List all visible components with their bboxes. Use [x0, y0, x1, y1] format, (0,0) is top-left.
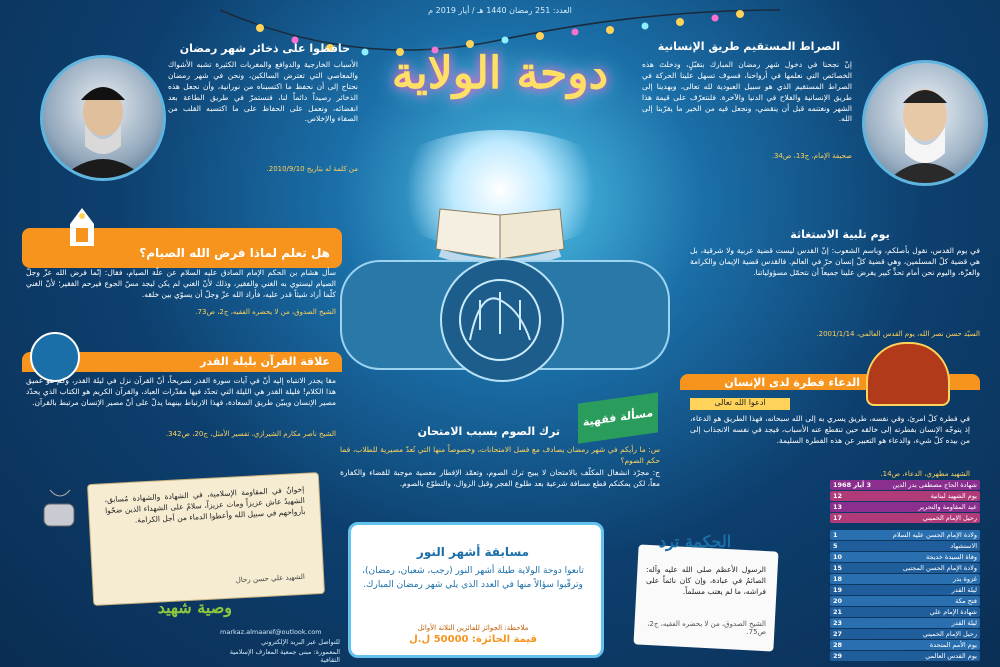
footer-site: للتواصل عبر البريد الإلكتروني	[261, 638, 340, 646]
event-date: 5	[833, 542, 838, 550]
event-label: ولادة الإمام الحسن عليه السلام	[892, 531, 977, 539]
contest-prize: قيمة الجائزة: 50000 ل.ل	[409, 634, 537, 645]
right-top-body: إنّ نجحنا في دخول شهر رمضان المبارك بتقبّلٍ، ودخلتَ هذه الخصائص التي نعلمها في أرواحنا، فسوف تسهل علينا الحركة في الصراط المستقيم الذي هو سبيل العبودية لله تعالى، ويهدينا إلى طريق الإنسانية والفلاح في الدنيا والآخرة. فلنتعرّف على قيمة هذا الشهر ونغتنمه قبل أن ينقضي، ونجعل فيه من الخير ما يقرّبنا إلى الله.	[642, 60, 852, 124]
event-label: فتح مكة	[955, 597, 977, 605]
portrait-silhouette-icon	[865, 63, 985, 183]
event-label: رحيل الإمام الخميني	[922, 630, 977, 638]
event-label: ليلة القدر	[951, 586, 977, 594]
event-date: 19	[833, 586, 843, 594]
contest-body: تابعوا دوحة الولاية طيلة أشهر النور (رجب، شعبان، رمضان)، وترقّبوا سؤالاً منها في العدد الذي يلي شهر رمضان المبارك.	[362, 566, 584, 590]
ask-source: الشيخ الصدوق، من لا يحضره الفقيه، ج2، ص73.	[195, 308, 336, 316]
lantern-icon	[52, 206, 112, 256]
left-top-body: الأسباب الخارجية والدوافع والمغريات الكثيرة تشبه الأشواك والمعاصي التي تعترض السالكين، ونحن في شهر رمضان نحتاج إلى أن نحفظ ما اكتسبناه من نورانية، وأن نجعل هذه الذخائر رصيداً دائماً لنا، فنستمرّ في طريق الطاعة بعد انقضائه، ونعمل على الحفاظ على ما اكتسبه القلب من الصفاء والإخلاص.	[168, 60, 358, 124]
event-date: 20	[833, 597, 843, 605]
istighatha-body: في يوم القدس، نقول بأصلكم، وباسم الشعوب: إنّ القدس ليست قضية عربية ولا شرقية، بل هي قضية كلّ المسلمين، وهي قضية كلّ إنسان حرّ في العالم. فالقدس قضية الإيمان والكرامة والعزّة، واليوم نحن أمام تحدٍّ كبير يفرض علينا جميعاً أن نتحمّل مسؤولياتنا.	[690, 246, 980, 277]
quran-source: الشيخ ناصر مكارم الشيرازي، تفسير الأمثل، ج20، ص342.	[165, 430, 336, 438]
event-row	[830, 480, 980, 490]
fiqh-question: س: ما رأيكم في شهر رمضان يصادف مع فصل الامتحانات، وخصوصاً منها التي تُعدّ مصيرية للطلاب، فما حكم الصوم؟	[340, 445, 660, 465]
event-row	[830, 651, 980, 661]
event-row	[830, 585, 980, 595]
ask-title: هل تعلم لماذا فرض الله الصيام؟	[139, 246, 330, 260]
events-top	[830, 480, 980, 524]
event-date: 21	[833, 608, 843, 616]
event-row	[830, 552, 980, 562]
event-date: 15	[833, 564, 843, 572]
event-label: وفاة السيدة خديجة	[925, 553, 977, 561]
event-date: 18	[833, 575, 843, 583]
events-bottom	[830, 530, 980, 662]
event-row	[830, 541, 980, 551]
fiqh-badge: مسألة فقهية	[578, 392, 658, 443]
resistance-body: إخوانٌ في المقاومة الإسلامية، في الشهادة والشهادة مُسابق، الشهيدُ عاش عزيزاً ومات عزيزاً، سلامٌ على الشهداء الذين ضحّوا بأرواحهم في سبيل الله وأعطوا الدماء من أجل الكرامة.	[104, 484, 306, 525]
event-row	[830, 596, 980, 606]
dua-body: في فطرة كلّ امرئ، وفي نفسه، طريق يسري به إلى الله سبحانه، فهذا الطريق هو الدعاء، إذ يتوجّه الإنسان بفطرته إلى خالقه حين تنقطع عنه الأسباب، فيجد في نفسه الانجذاب إلى من بيده كلّ شيء، والدعاء هو التعبير عن هذه الفطرة السليمة.	[690, 414, 970, 445]
fiqh-answer: ج: مجرّد انشغال المكلّف بالامتحان لا يبيح ترك الصوم، وتعمّد الإفطار معصية موجبة للقضاء والكفارة معاً، لكن يمكنكم قطع مسافة شرعية بعد طلوع الفجر وقبل الزوال، والتطوّع بالصوم.	[340, 468, 660, 488]
hikma-label: الحكمة ترد	[658, 532, 732, 551]
event-label: شهادة الإمام علي	[929, 608, 977, 616]
istighatha-source: السيّد حسن نصر الله، يوم القدس العالمي، 2001/1/14.	[816, 330, 980, 338]
event-date: 27	[833, 630, 843, 638]
right-top-source: صحيفة الإمام، ج13، ص34.	[771, 152, 852, 160]
resistance-label: وصية شهيد	[157, 598, 232, 617]
dog-tag-icon	[30, 486, 90, 546]
portrait-silhouette-icon	[43, 58, 163, 178]
event-date: 17	[833, 514, 843, 522]
event-date: 28	[833, 641, 843, 649]
dua-source: الشهيد مطهري، الدعاء، ص14.	[880, 470, 970, 478]
event-label: الاستشهاد	[950, 542, 977, 550]
event-label: يوم القدس العالمي	[925, 652, 977, 660]
fiqh-title: ترك الصوم بسبب الامتحان	[417, 425, 560, 438]
left-top-source: من كلمة له بتاريخ 2010/9/10.	[266, 165, 358, 173]
event-row	[830, 513, 980, 523]
footer-email[interactable]: markaz.almaaref@outlook.com	[220, 628, 322, 636]
quran-medallion	[30, 332, 80, 382]
event-row	[830, 491, 980, 501]
left-top-title: حافظوا على ذخائر شهر رمضان	[179, 42, 350, 55]
event-label: شهادة الحاج مصطفى بدر الدين	[892, 481, 977, 489]
quran-title: علاقة القرآن بليلة القدر	[200, 355, 330, 368]
right-top-title: الصراط المستقيم طريق الإنسانية	[657, 40, 840, 53]
footer-org: المعمورة: مبنى جمعية المعارف الإسلامية الثقافية	[229, 648, 340, 664]
event-row	[830, 618, 980, 628]
event-row	[830, 574, 980, 584]
ask-body: سأل هشام بن الحكم الإمام الصادق عليه السلام عن علّة الصيام، فقال: إنّما فرض الله عزّ وجلّ الصيام ليستوي به الغني والفقير، وذلك لأنّ الغني لم يكن ليجد مسّ الجوع فيرحم الفقير؛ لأنّ الغني كلّما أراد شيئاً قدر عليه، فأراد الله عزّ وجلّ أن يسوّي بين خلقه.	[26, 268, 336, 299]
event-date: 3 أيار 1968	[833, 481, 872, 489]
hikma-body: الرسول الأعظم صلى الله عليه وآله: الصائمُ في عبادة، وإن كان نائماً على فراشه، ما لم يغتب مسلماً.	[646, 565, 766, 596]
event-row	[830, 563, 980, 573]
dua-title: الدعاء فطرة لدى الإنسان	[724, 376, 860, 389]
resistance-signature: الشهيد علي حسن رحال	[235, 572, 306, 585]
event-row	[830, 629, 980, 639]
event-label: ولادة الإمام الحسن المجتبى	[902, 564, 977, 572]
event-date: 10	[833, 553, 843, 561]
hikma-source: الشيخ الصدوق، من لا يحضره الفقيه، ج2، ص75.	[647, 620, 766, 636]
contest-title: مسابقة أشهر النور	[416, 545, 530, 559]
event-label: يوم الشهيد لبنانية	[930, 492, 977, 500]
event-label: ليلة القدر	[951, 619, 977, 627]
istighatha-title: يوم تلبية الاستغاثة	[790, 228, 890, 241]
event-label: رحيل الإمام الخميني	[922, 514, 977, 522]
event-date: 13	[833, 503, 843, 511]
event-row	[830, 607, 980, 617]
event-row	[830, 530, 980, 540]
event-row	[830, 640, 980, 650]
calligraphy-ornament	[450, 270, 550, 370]
event-date: 23	[833, 619, 843, 627]
event-row	[830, 502, 980, 512]
event-date: 12	[833, 492, 843, 500]
dua-highlight: ادعوا الله تعالى	[690, 398, 790, 410]
event-date: 1	[833, 531, 838, 539]
event-label: يوم الأمم المتحدة	[929, 641, 977, 649]
logo-title: دوحة الولاية	[391, 48, 609, 99]
issue-line: العدد: 251 رمضان 1440 هـ / أيار 2019 م	[428, 6, 572, 15]
event-label: عيد المقاومة والتحرير	[918, 503, 977, 511]
dua-medallion	[866, 342, 950, 406]
contest-note: ملاحظة: الجوائز للفائزين الثلاثة الأوائل	[417, 624, 529, 632]
quran-book-icon	[430, 205, 570, 265]
avatar-right	[862, 60, 988, 186]
quran-body: مقا يجدر الانتباه إليه أنّ في آيات سورة القدر تصريحاً، أنّ القرآن نزل في ليلة القدر، وكم هو عميق هذا الكلام! فليلة القدر هي الليلة التي تحدّد فيها مقدّرات العباد، والقرآن الكريم هو الكتاب الذي يحدّد مصير الإنسان ويبيّن طريق السعادة، فهذا الارتباط بينهما يدلّ على أنّ مصير الإنسان مرتبط بالقرآن.	[26, 376, 336, 407]
avatar-left	[40, 55, 166, 181]
event-date: 29	[833, 652, 843, 660]
event-label: غزوة بدر	[953, 575, 977, 583]
